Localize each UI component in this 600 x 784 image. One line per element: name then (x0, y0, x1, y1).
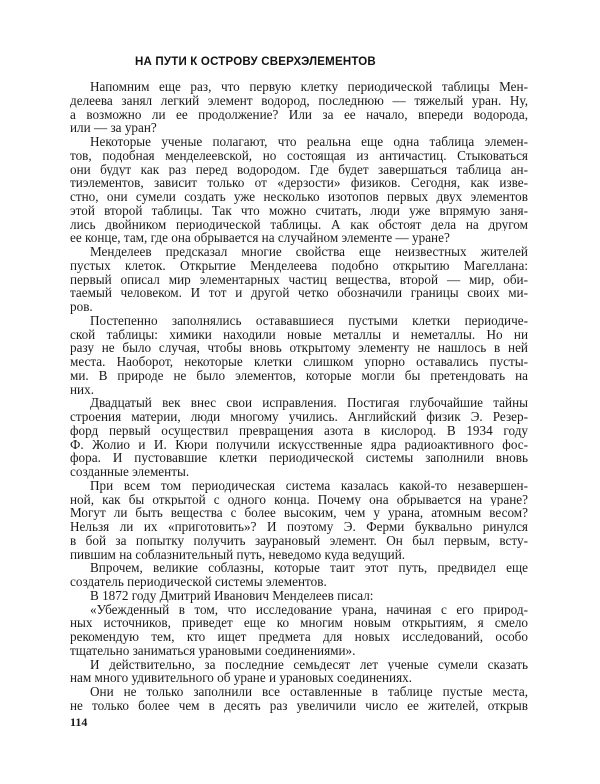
text-line: Впрочем, великие соблазны, которые таит этот путь, предвидел еще (90, 561, 528, 575)
text-line: стно, они сумели создать уже несколько изотопов первых двух элементов (70, 190, 528, 204)
text-line: Могут ли быть вещества с более высоким, чем у урана, атомным весом? (70, 506, 528, 520)
paragraph (70, 603, 528, 658)
text-line: тщательно заниматься урановыми соединениями». (70, 643, 356, 658)
text-line: разу не было случая, чтобы вновь открытому элементу не нашлось в ней (70, 341, 528, 355)
text-line: И действительно, за последние семьдесят лет ученые сумели сказать (90, 657, 528, 672)
text-line: Ф. Жолио и И. Кюри получили искусственные ядра радиоактивного фос- (70, 437, 528, 452)
paragraph (70, 685, 528, 713)
text-line: тиэлементов, зависит только от «дерзости» физиков. Сегодня, как изве- (70, 176, 528, 190)
text-line: первый описал мир элементарных частиц вещества, второй — мир, оби- (70, 272, 528, 287)
paragraph (70, 245, 528, 314)
text-line: этой второй таблицы. Так что можно считать, люди уже впрямую заня- (70, 203, 528, 218)
paragraph (70, 479, 528, 562)
text-line: фора. И пустовавшие клетки периодической системы заполнили вновь (70, 451, 528, 465)
paragraph (70, 589, 528, 603)
text-line: ее конце, там, где она обрывается на случайном элементе — уране? (70, 231, 450, 245)
text-line: ми. В природе не было элементов, которые могли бы претендовать на (70, 368, 528, 383)
body-text (70, 80, 528, 713)
text-line: них. (70, 382, 95, 397)
text-line: Менделеев предсказал многие свойства еще неизвестных жителей (90, 245, 528, 259)
text-line: тов, подобная менделеевской, но состоящая из античастиц. Стыковаться (70, 148, 528, 163)
text-line: пившим на соблазнительный путь, неведомо куда ведущий. (70, 547, 406, 562)
text-line: делеева занял легкий элемент водород, последнюю — тяжелый уран. Ну, (70, 93, 528, 108)
text-line: лись двойником периодической таблицы. А как обстоят дела на другом (70, 217, 528, 232)
paragraph (70, 396, 528, 479)
text-line: ской таблицы: химики находили новые металлы и неметаллы. Но ни (70, 327, 528, 342)
text-line: а возможно ли ее продолжение? Или за ее начало, впереди водорода, (70, 107, 528, 122)
text-line: они будут как раз перед водородом. Где будет завершаться таблица ан- (70, 162, 528, 177)
text-line: Нельзя ли их «приготовить»? И поэтому Э. Ферми буквально ринулся (70, 520, 528, 534)
paragraph (70, 314, 528, 397)
text-line: форд первый осуществил превращения азота в кислород. В 1934 году (70, 423, 528, 438)
paragraph (70, 658, 528, 686)
text-line: пустых клеток. Открытие Менделеева подобно открытию Магеллана: (70, 258, 528, 273)
paragraph (70, 80, 528, 135)
text-line: строения материи, люди многому учились. Английский физик Э. Резер- (70, 410, 528, 424)
text-line: Напомним еще раз, что первую клетку периодической таблицы Мен- (90, 80, 528, 94)
text-line: Они не только заполнили все оставленные в таблице пустые места, (90, 685, 528, 699)
text-line: создатель периодической системы элементов. (70, 575, 327, 589)
chapter-title: НА ПУТИ К ОСТРОВУ СВЕРХЭЛЕМЕНТОВ (135, 56, 376, 68)
text-line: рекомендую тем, кто ищет предмета для новых исследований, особо (70, 630, 528, 644)
text-line: При всем том периодическая система казалась какой-то незавершен- (90, 478, 528, 493)
text-line: Постепенно заполнялись остававшиеся пустыми клетки периодиче- (90, 313, 528, 328)
text-line: или — за уран? (70, 121, 157, 135)
text-line: в бой за попытку получить заурановый элемент. Он был первым, всту- (70, 533, 528, 548)
text-line: созданные элементы. (70, 465, 190, 479)
text-line: В 1872 году Дмитрий Иванович Менделеев писал: (90, 588, 374, 603)
text-line: ной, как бы открытой с одного конца. Почему она обрывается на уране? (70, 492, 528, 507)
text-line: ных источников, приведет еще ко многим новым открытиям, я смело (70, 616, 528, 630)
paragraph (70, 561, 528, 589)
text-line: места. Наоборот, некоторые клетки слишком упорно оставались пусты- (70, 355, 528, 369)
text-line: Двадцатый век внес свои исправления. Постигая глубочайшие тайны (90, 396, 528, 410)
text-line: Некоторые ученые полагают, что реальна еще одна таблица элемен- (90, 135, 528, 149)
text-line: таемый человеком. И тот и другой четко обозначили границы своих ми- (70, 286, 528, 300)
paragraph (70, 135, 528, 245)
page-number: 114 (70, 715, 88, 729)
text-line: ров. (70, 300, 93, 314)
text-line: «Убежденный в том, что исследование урана, начиная с его природ- (90, 602, 528, 617)
text-line: нам много удивительного об уране и урановых соединениях. (70, 671, 413, 685)
text-line: не только более чем в десять раз увеличили число ее жителей, открыв (70, 698, 528, 713)
